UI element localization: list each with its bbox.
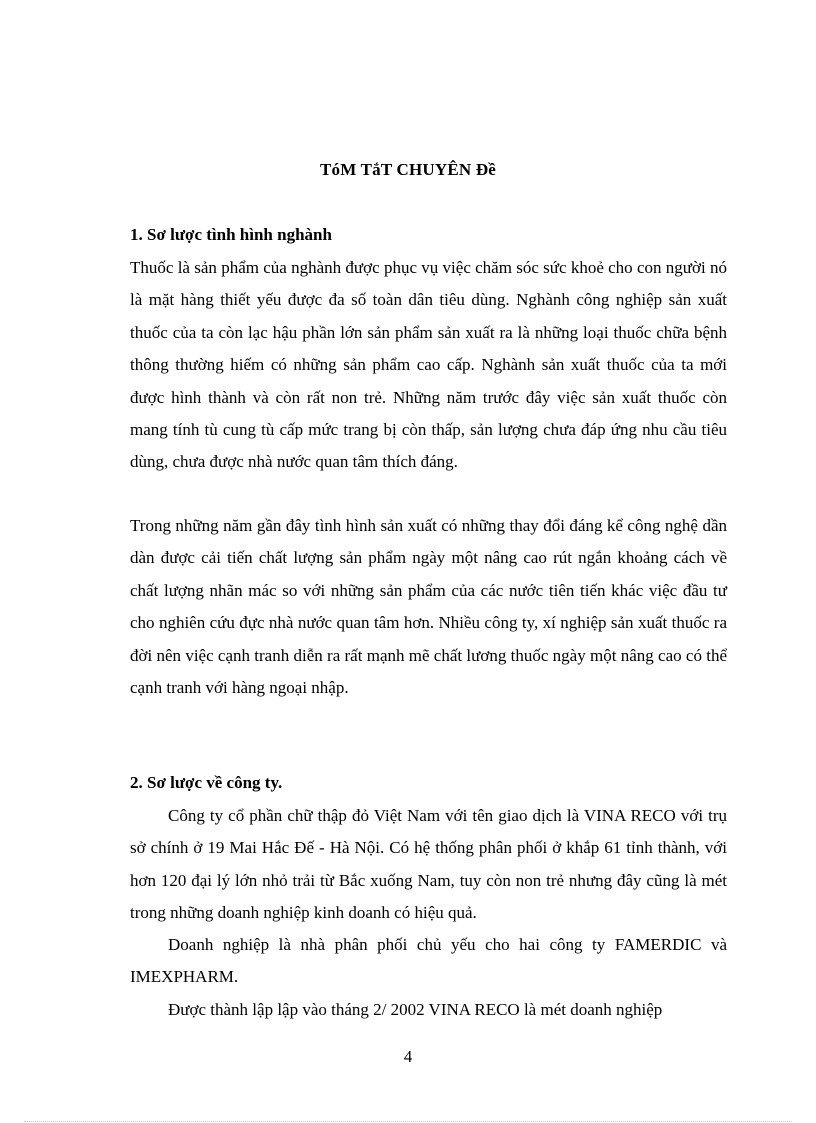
section-1-paragraph-1: Thuốc là sản phẩm của nghành được phục vụ việc chăm sóc sức khoẻ cho con người nó là mặt hàng thiết yếu được đa số toàn dân tiêu dùng. Nghành công nghiệp sản xuất thuốc của ta còn lạc hậu phần lớn sản phẩm sản xuất ra là những loại thuốc chữa bệnh thông thường hiếm có những sản phẩm cao cấp. Nghành sản xuất thuốc của ta mới được hình thành và còn rất non trẻ. Những năm trước đây việc sản xuất thuốc còn mang tính tù cung tù cấp mức trang bị còn thấp, sản lượng chưa đáp ứng nhu cầu tiêu dùng, chưa được nhà nước quan tâm thích đáng.: [130, 258, 727, 472]
section-2-paragraph-1: Công ty cổ phần chữ thập đỏ Việt Nam với tên giao dịch là VINA RECO với trụ sở chính ở 19 Mai Hắc Đế - Hà Nội. Có hệ thống phân phối ở khắp 61 tỉnh thành, với hơn 120 đại lý lớn nhỏ trải từ Bắc xuống Nam, tuy còn non trẻ nhưng đây cũng là mét trong những doanh nghiệp kinh doanh có hiệu quả.: [130, 806, 727, 923]
section-2-heading: 2. Sơ lược về công ty.: [130, 773, 283, 792]
section-1-paragraph-2: Trong những năm gần đây tình hình sản xuất có những thay đổi đáng kể công nghệ dần dàn được cải tiến chất lượng sản phẩm ngày một nâng cao rút ngắn khoảng cách về chất lượng nhãn mác so với những sản phẩm của các nước tiên tiến khác việc đầu tư cho nghiên cứu đực nhà nước quan tâm hơn. Nhiều công ty, xí nghiệp sản xuất thuốc ra đời nên việc cạnh tranh diễn ra rất mạnh mẽ chất lương thuốc ngày một nâng cao có thể cạnh tranh với hàng ngoại nhập.: [130, 516, 727, 698]
section-2-paragraph-3: Được thành lập lập vào tháng 2/ 2002 VINA RECO là mét doanh nghiệp: [168, 1000, 663, 1019]
section-2-paragraph-2: Doanh nghiệp là nhà phân phối chủ yếu cho hai công ty FAMERDIC và IMEXPHARM.: [130, 935, 727, 987]
page-number: 4: [403, 1047, 413, 1066]
section-1-heading: 1. Sơ lược tình hình nghành: [130, 225, 332, 244]
document-title: TóM TắT CHUYÊN Đề: [319, 160, 497, 179]
page-bottom-divider: [24, 1121, 792, 1122]
